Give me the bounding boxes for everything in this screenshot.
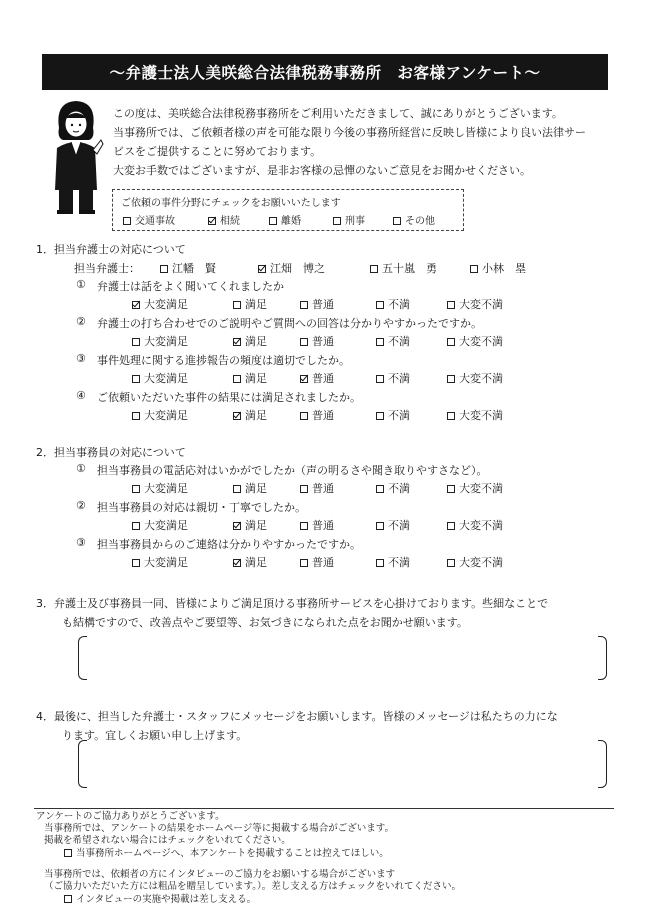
lawyer-label: 担当弁護士： — [74, 262, 140, 275]
rating-option[interactable] — [300, 407, 334, 423]
rating-label: 不満 — [388, 409, 410, 422]
checkbox-icon[interactable] — [376, 522, 384, 530]
rating-label: 満足 — [245, 556, 267, 569]
rating-label: 大変満足 — [144, 298, 188, 311]
section-4-text-line-2: ります。宜しくお願い申し上げます。 — [62, 729, 248, 742]
checkbox-icon[interactable] — [370, 265, 378, 273]
rating-label: 大変不満 — [459, 335, 503, 348]
rating-label: 普通 — [312, 482, 334, 495]
rating-label: 大変不満 — [459, 298, 503, 311]
rating-label: 大変満足 — [144, 409, 188, 422]
rating-label: 普通 — [312, 335, 334, 348]
footer-interview-note: 当事務所では、依頼者の方にインタビューのご協力をお願いする場合がございます — [44, 869, 396, 880]
lawyer-option[interactable]: 小林 塁 — [470, 260, 526, 276]
staff-illustration — [45, 98, 107, 218]
footer-interview-instruction: （ご協力いただいた方には粗品を贈呈しています。）。差し支える方はチェックをいれてください。 — [44, 881, 461, 892]
category-option-traffic[interactable]: 交通事故 — [123, 212, 175, 227]
rating-option[interactable] — [132, 554, 188, 570]
checkbox-icon[interactable] — [123, 217, 131, 225]
case-category-box — [112, 189, 464, 231]
rating-option[interactable] — [132, 407, 188, 423]
rating-label: 大変満足 — [144, 372, 188, 385]
question-text: 弁護士の打ち合わせでのご説明やご質問への回答は分かりやすかったですか。 — [97, 317, 482, 330]
checkbox-icon[interactable] — [300, 485, 308, 493]
lawyer-option[interactable]: 江畑 博之 — [258, 260, 325, 276]
section-3-text-line-2: も結構ですので、改善点やご要望等、お気づきになられた点をお聞かせ願います。 — [62, 616, 468, 629]
checkbox-icon[interactable] — [233, 375, 241, 383]
checked-checkbox-icon[interactable] — [300, 375, 308, 383]
category-option-divorce[interactable]: 離婚 — [269, 212, 301, 227]
question-text: 事件処理に関する進捗報告の頻度は適切でしたか。 — [97, 354, 350, 367]
checkbox-icon[interactable] — [447, 375, 455, 383]
rating-option[interactable] — [233, 517, 267, 533]
rating-option[interactable] — [376, 370, 410, 386]
checkbox-icon[interactable] — [64, 849, 72, 857]
checkbox-icon[interactable] — [447, 522, 455, 530]
checked-checkbox-icon[interactable] — [233, 559, 241, 567]
rating-option[interactable] — [233, 296, 267, 312]
checkbox-icon[interactable] — [447, 301, 455, 309]
rating-label: 普通 — [312, 372, 334, 385]
checkbox-icon[interactable] — [300, 522, 308, 530]
rating-label: 大変不満 — [459, 519, 503, 532]
question-text: 担当事務員の対応は親切・丁寧でしたか。 — [97, 501, 306, 514]
question-number: ① — [76, 462, 86, 475]
rating-label: 不満 — [388, 372, 410, 385]
rating-label: 不満 — [388, 556, 410, 569]
rating-option[interactable] — [447, 370, 503, 386]
checked-checkbox-icon[interactable] — [258, 265, 266, 273]
rating-label: 大変満足 — [144, 335, 188, 348]
checkbox-icon[interactable] — [233, 485, 241, 493]
checked-checkbox-icon[interactable] — [233, 412, 241, 420]
lawyer-option[interactable]: 江幡 賢 — [160, 260, 216, 276]
checkbox-icon[interactable] — [376, 559, 384, 567]
rating-option[interactable] — [447, 407, 503, 423]
rating-option[interactable] — [233, 480, 267, 496]
checkbox-icon[interactable] — [393, 217, 401, 225]
intro-line-3: ビスをご提供することに努めております。 — [113, 145, 322, 158]
checkbox-icon[interactable] — [447, 485, 455, 493]
rating-option[interactable] — [447, 333, 503, 349]
rating-label: 満足 — [245, 372, 267, 385]
bracket-left — [78, 636, 87, 680]
question-number: ① — [76, 278, 86, 291]
rating-label: 満足 — [245, 335, 267, 348]
checkbox-icon[interactable] — [300, 559, 308, 567]
bracket-left — [78, 740, 87, 788]
checkbox-icon[interactable] — [132, 559, 140, 567]
rating-label: 不満 — [388, 482, 410, 495]
footer-publish-optout[interactable]: 当事務所ホームページへ、本アンケートを掲載することは控えてほしい。 — [64, 848, 389, 860]
rating-option[interactable] — [447, 296, 503, 312]
checkbox-icon[interactable] — [447, 559, 455, 567]
rating-option[interactable] — [300, 370, 334, 386]
case-category-prompt: ご依頼の事件分野にチェックをお願いいたします — [121, 198, 341, 209]
rating-option[interactable] — [376, 296, 410, 312]
checkbox-icon[interactable] — [447, 412, 455, 420]
rating-label: 大変満足 — [144, 556, 188, 569]
rating-option[interactable] — [376, 554, 410, 570]
rating-label: 普通 — [312, 409, 334, 422]
category-option-criminal[interactable]: 刑事 — [333, 212, 365, 227]
rating-label: 大変満足 — [144, 482, 188, 495]
rating-label: 不満 — [388, 298, 410, 311]
rating-option[interactable] — [376, 407, 410, 423]
checkbox-icon[interactable] — [376, 485, 384, 493]
rating-option[interactable] — [233, 407, 267, 423]
checked-checkbox-icon[interactable] — [233, 522, 241, 530]
rating-option[interactable] — [447, 480, 503, 496]
rating-option[interactable] — [300, 296, 334, 312]
rating-label: 満足 — [245, 298, 267, 311]
question-text: 担当事務員からのご連絡は分かりやすかったですか。 — [97, 538, 361, 551]
section-4-text-line-1: 4．最後に、担当した弁護士・スタッフにメッセージをお願いします。皆様のメッセージは私たちの力にな — [36, 710, 558, 723]
checkbox-icon[interactable] — [132, 522, 140, 530]
rating-option[interactable] — [376, 333, 410, 349]
checkbox-icon[interactable] — [132, 412, 140, 420]
footer-thanks: アンケートのご協力ありがとうございます。 — [36, 811, 225, 822]
question-number: ④ — [76, 389, 86, 402]
rating-option[interactable] — [300, 480, 334, 496]
footer-publish-note: 当事務所では、アンケートの結果をホームページ等に掲載する場合がございます。 — [44, 823, 394, 834]
checkbox-icon[interactable] — [233, 301, 241, 309]
category-option-inheritance[interactable]: 相続 — [208, 212, 240, 227]
checkbox-icon[interactable] — [132, 375, 140, 383]
rating-label: 大変不満 — [459, 482, 503, 495]
checkbox-icon[interactable] — [447, 338, 455, 346]
checkbox-icon[interactable] — [160, 265, 168, 273]
checkbox-icon[interactable] — [333, 217, 341, 225]
rating-label: 不満 — [388, 335, 410, 348]
checked-checkbox-icon[interactable] — [233, 338, 241, 346]
checkbox-icon[interactable] — [300, 412, 308, 420]
lawyer-option[interactable]: 五十嵐 勇 — [370, 260, 437, 276]
checkbox-icon[interactable] — [376, 375, 384, 383]
bracket-right — [598, 740, 607, 788]
rating-option[interactable] — [132, 296, 188, 312]
rating-option[interactable] — [376, 480, 410, 496]
rating-option[interactable] — [233, 370, 267, 386]
bracket-right — [598, 636, 607, 680]
rating-option[interactable] — [447, 517, 503, 533]
rating-label: 普通 — [312, 298, 334, 311]
rating-label: 満足 — [245, 519, 267, 532]
rating-option[interactable] — [132, 370, 188, 386]
question-text: ご依頼いただいた事件の結果には満足されましたか。 — [97, 391, 361, 404]
section-2-heading: 2．担当事務員の対応について — [36, 446, 186, 459]
intro-line-1: この度は、美咲総合法律税務事務所をご利用いただきまして、誠にありがとうございます。 — [113, 107, 563, 120]
page-title: ～弁護士法人美咲総合法律税務事務所 お客様アンケート～ — [42, 54, 608, 90]
checkbox-icon[interactable] — [269, 217, 277, 225]
rating-option[interactable] — [447, 554, 503, 570]
checked-checkbox-icon[interactable] — [208, 217, 216, 225]
rating-label: 普通 — [312, 519, 334, 532]
checkbox-icon[interactable] — [64, 895, 72, 903]
rating-option[interactable] — [132, 333, 188, 349]
rating-option[interactable] — [233, 333, 267, 349]
rating-label: 普通 — [312, 556, 334, 569]
rating-label: 満足 — [245, 482, 267, 495]
rating-label: 大変不満 — [459, 409, 503, 422]
checkbox-icon[interactable] — [376, 412, 384, 420]
question-text: 弁護士は話をよく聞いてくれましたか — [97, 280, 284, 293]
footer-publish-instruction: 掲載を希望されない場合にはチェックをいれてください。 — [44, 835, 291, 846]
question-text: 担当事務員の電話応対はいかがでしたか（声の明るさや聞き取りやすさなど）。 — [97, 464, 488, 477]
question-number: ② — [76, 315, 86, 328]
rating-label: 満足 — [245, 409, 267, 422]
category-option-other[interactable]: その他 — [393, 212, 435, 227]
checkbox-icon[interactable] — [376, 301, 384, 309]
rating-option[interactable] — [132, 517, 188, 533]
section-1-heading: 1．担当弁護士の対応について — [36, 243, 186, 256]
rating-label: 大変満足 — [144, 519, 188, 532]
rating-option[interactable] — [300, 333, 334, 349]
rating-option[interactable] — [132, 480, 188, 496]
rating-option[interactable] — [300, 517, 334, 533]
question-number: ③ — [76, 536, 86, 549]
rating-option[interactable] — [233, 554, 267, 570]
checkbox-icon[interactable] — [300, 301, 308, 309]
checkbox-icon[interactable] — [132, 338, 140, 346]
intro-line-2: 当事務所では、ご依頼者様の声を可能な限り今後の事務所経営に反映し皆様により良い法律サー — [113, 126, 586, 139]
rating-label: 大変不満 — [459, 556, 503, 569]
rating-option[interactable] — [376, 517, 410, 533]
question-number: ③ — [76, 352, 86, 365]
footer-interview-optout[interactable]: インタビューの実施や掲載は差し支える。 — [64, 894, 256, 906]
rating-option[interactable] — [300, 554, 334, 570]
intro-line-4: 大変お手数ではございますが、是非お客様の忌憚のないご意見をお聞かせください。 — [113, 164, 531, 177]
checkbox-icon[interactable] — [470, 265, 478, 273]
rating-label: 不満 — [388, 519, 410, 532]
checkbox-icon[interactable] — [300, 338, 308, 346]
section-3-text-line-1: 3．弁護士及び事務員一同、皆様によりご満足頂ける事務所サービスを心掛けております。些細なことで — [36, 597, 549, 610]
checkbox-icon[interactable] — [376, 338, 384, 346]
checkbox-icon[interactable] — [132, 485, 140, 493]
footer-divider — [34, 808, 614, 809]
checked-checkbox-icon[interactable] — [132, 301, 140, 309]
question-number: ② — [76, 499, 86, 512]
rating-label: 大変不満 — [459, 372, 503, 385]
